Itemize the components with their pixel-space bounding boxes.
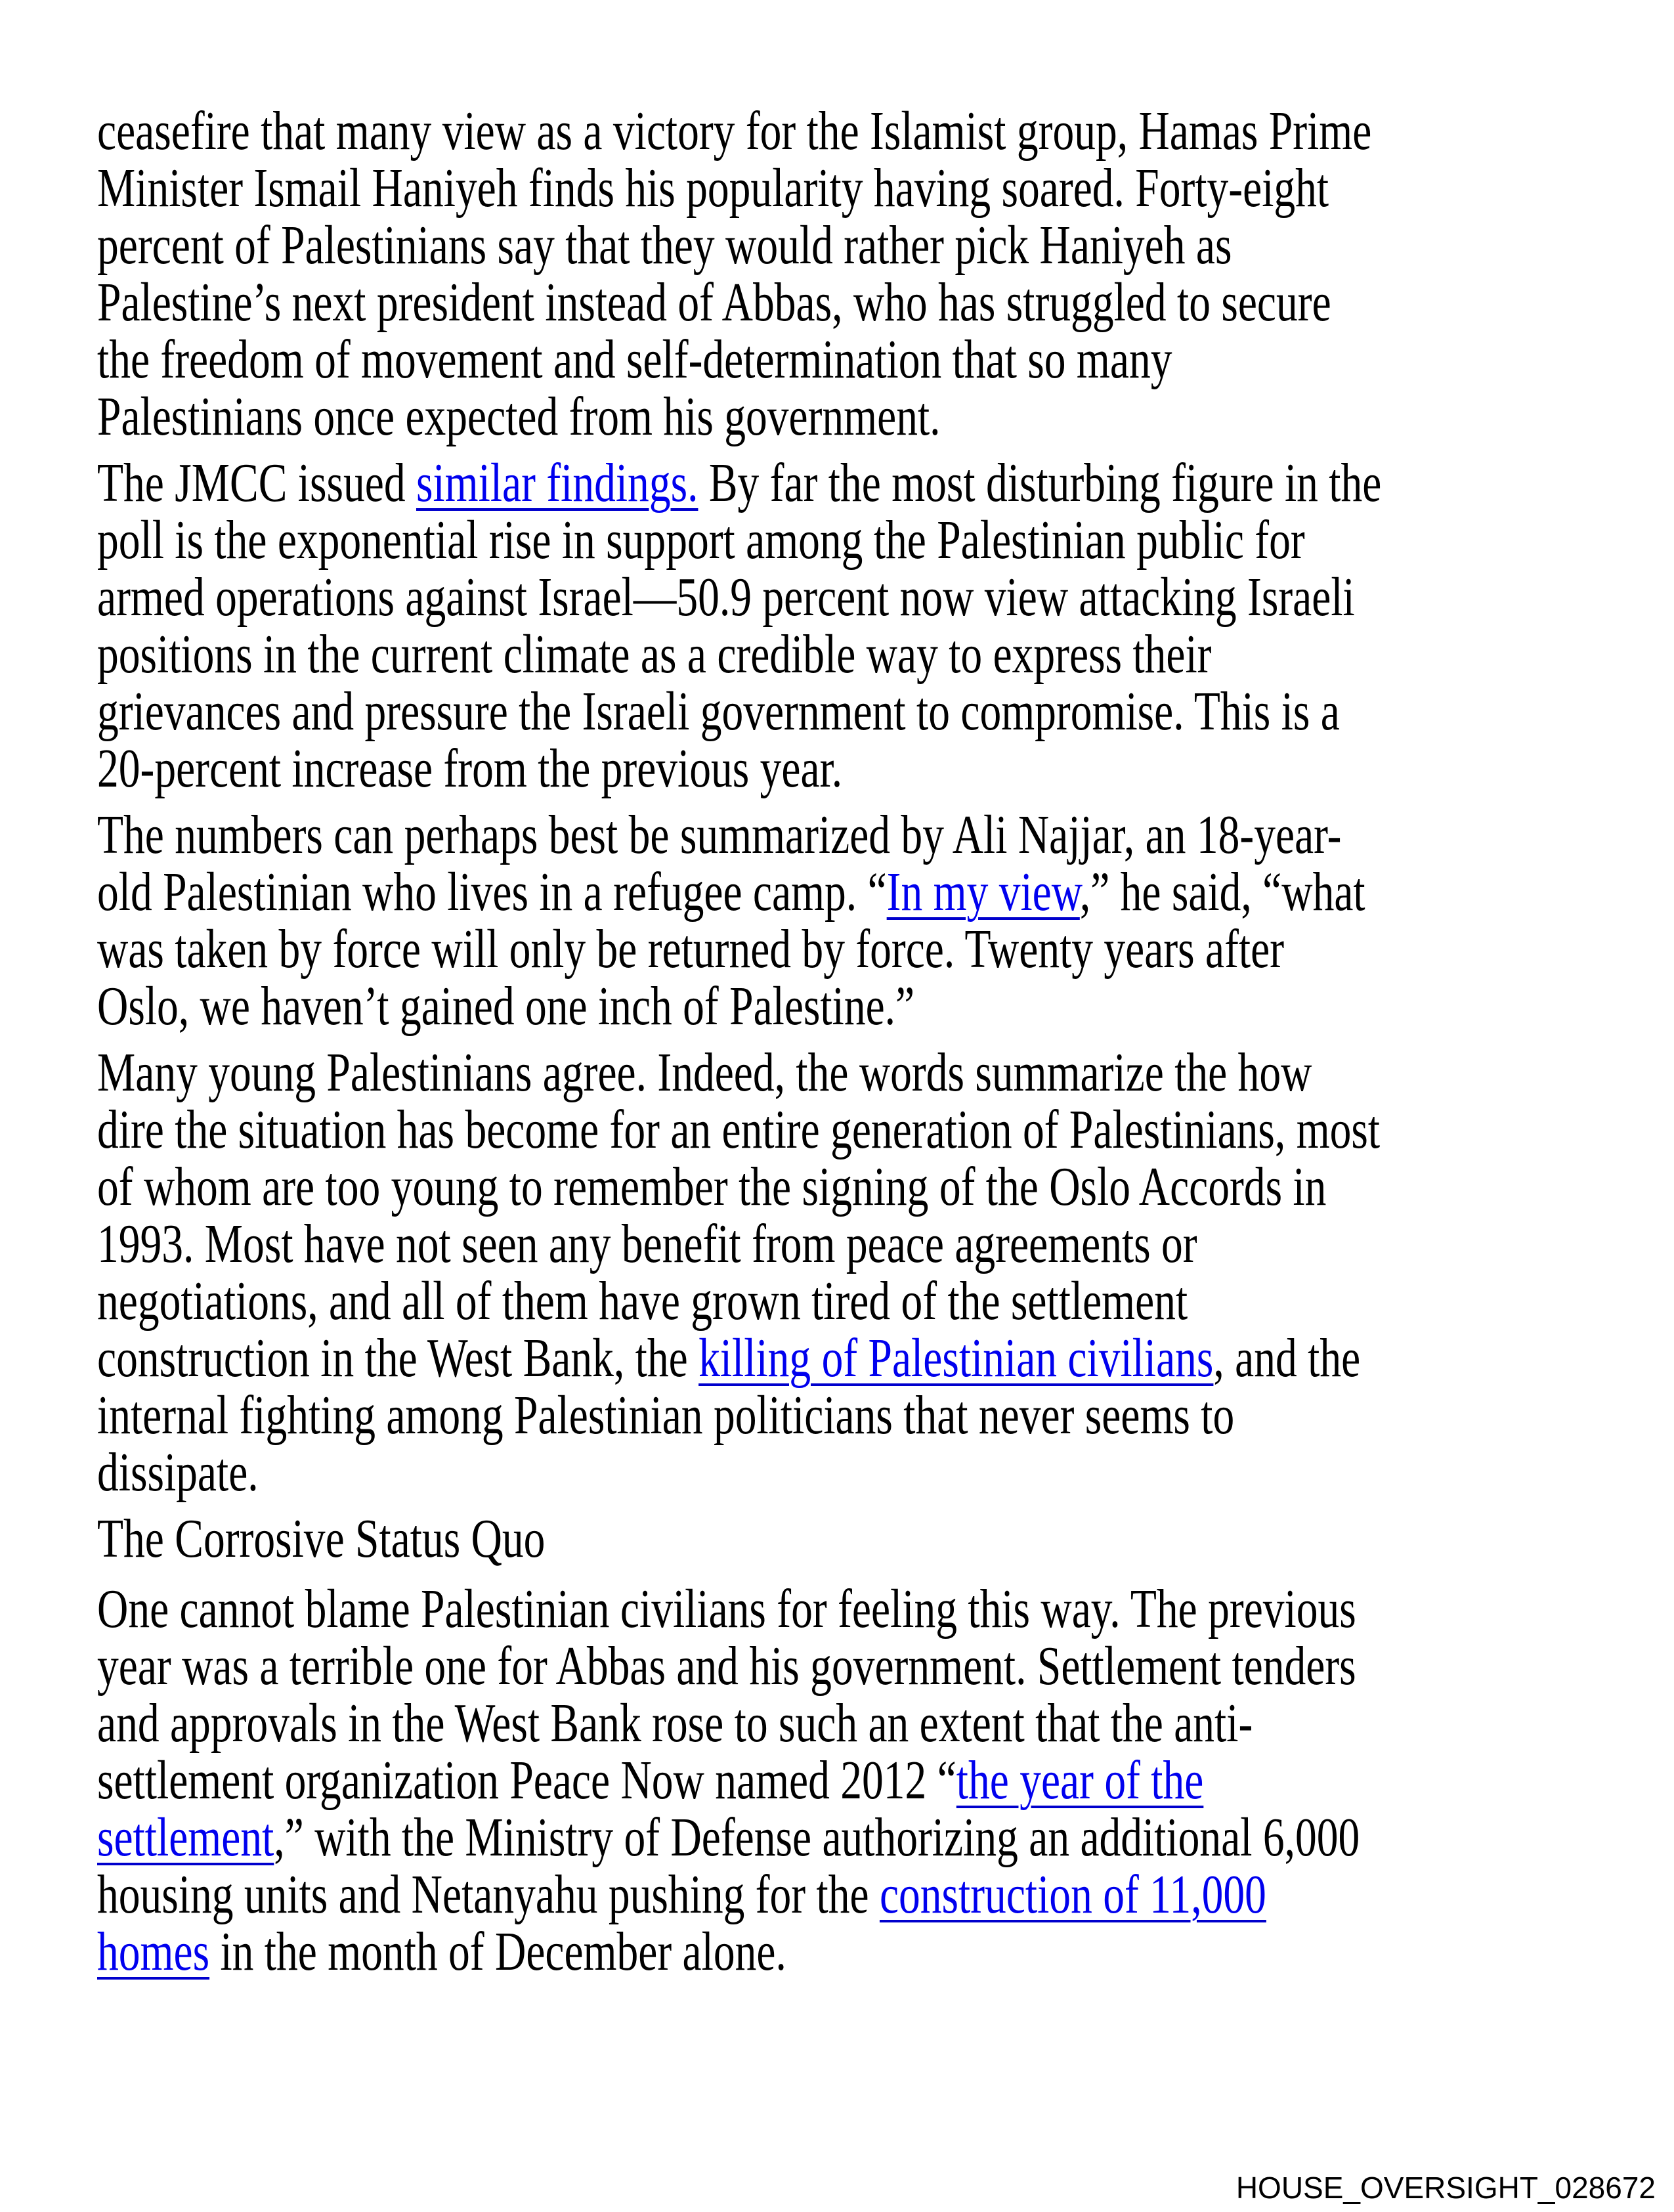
hyperlink[interactable]: similar findings. (416, 452, 698, 513)
paragraph (97, 454, 1633, 797)
text-segment: By far the most disturbing figure in the (698, 452, 1382, 513)
text-segment: The numbers can perhaps best be summarized by Ali Najjar, an 18-year- (97, 804, 1342, 865)
text-line (97, 683, 1633, 740)
text-line (97, 1215, 1633, 1272)
text-segment: the freedom of movement and self-determination that so many (97, 329, 1172, 390)
text-segment: in the month of December alone. (209, 1921, 786, 1982)
text-segment: 20-percent increase from the previous year. (97, 738, 843, 799)
text-segment: The JMCC issued (97, 452, 416, 513)
text-segment: internal fighting among Palestinian politicians that never seems to (97, 1385, 1235, 1446)
text-segment: Many young Palestinians agree. Indeed, the words summarize the how (97, 1042, 1312, 1103)
text-line (97, 217, 1633, 274)
hyperlink[interactable]: the year of the (956, 1750, 1204, 1811)
text-segment: 1993. Most have not seen any benefit from peace agreements or (97, 1213, 1197, 1274)
hyperlink[interactable]: settlement (97, 1807, 274, 1868)
text-line (97, 160, 1633, 217)
text-segment: poll is the exponential rise in support among the Palestinian public for (97, 510, 1305, 571)
text-line (97, 806, 1633, 863)
text-line (97, 511, 1633, 569)
text-segment: positions in the current climate as a credible way to express their (97, 624, 1212, 685)
paragraph (97, 102, 1633, 445)
section-heading (97, 1510, 1633, 1567)
text-line (97, 1510, 1633, 1567)
hyperlink[interactable]: In my view (886, 861, 1080, 922)
text-segment: percent of Palestinians say that they would rather pick Haniyeh as (97, 215, 1232, 276)
text-line (97, 1387, 1633, 1444)
paragraph (97, 1044, 1633, 1501)
text-line (97, 1580, 1633, 1637)
text-line (97, 569, 1633, 626)
text-segment: of whom are too young to remember the signing of the Oslo Accords in (97, 1156, 1327, 1217)
bates-number: HOUSE_OVERSIGHT_028672 (1235, 2171, 1656, 2205)
text-line (97, 863, 1633, 921)
text-segment: ,” he said, “what (1079, 861, 1365, 922)
text-segment: dire the situation has become for an entire generation of Palestinians, most (97, 1099, 1381, 1160)
text-segment: dissipate. (97, 1442, 259, 1503)
text-line (97, 1101, 1633, 1158)
text-line (97, 1272, 1633, 1330)
hyperlink[interactable]: homes (97, 1921, 210, 1982)
text-line (97, 626, 1633, 683)
text-line (97, 1637, 1633, 1695)
text-segment: and approvals in the West Bank rose to such an extent that the anti- (97, 1693, 1253, 1754)
text-segment: grievances and pressure the Israeli government to compromise. This is a (97, 681, 1340, 742)
text-segment: The Corrosive Status Quo (97, 1508, 546, 1569)
text-segment: , and the (1213, 1328, 1361, 1389)
text-line (97, 102, 1633, 160)
text-line (97, 274, 1633, 331)
text-segment: housing units and Netanyahu pushing for the (97, 1864, 880, 1925)
text-segment: year was a terrible one for Abbas and his government. Settlement tenders (97, 1636, 1356, 1697)
text-segment: was taken by force will only be returned by force. Twenty years after (97, 919, 1285, 980)
text-segment: Palestine’s next president instead of Abbas, who has struggled to secure (97, 272, 1331, 333)
text-line (97, 1044, 1633, 1101)
text-line (97, 1158, 1633, 1215)
text-line (97, 454, 1633, 511)
text-line (97, 1444, 1633, 1501)
hyperlink[interactable]: construction of 11,000 (879, 1864, 1266, 1925)
text-segment: Oslo, we haven’t gained one inch of Palestine.” (97, 976, 915, 1037)
hyperlink[interactable]: killing of Palestinian civilians (698, 1328, 1214, 1389)
text-line (97, 388, 1633, 445)
paragraph (97, 806, 1633, 1035)
text-line (97, 921, 1633, 978)
text-line (97, 978, 1633, 1035)
text-segment: ceasefire that many view as a victory for the Islamist group, Hamas Prime (97, 100, 1372, 162)
paragraph (97, 1580, 1633, 1980)
text-segment: construction in the West Bank, the (97, 1328, 699, 1389)
text-segment: One cannot blame Palestinian civilians for feeling this way. The previous (97, 1578, 1356, 1639)
text-line (97, 1330, 1633, 1387)
document-body (97, 102, 1633, 1989)
text-line (97, 740, 1633, 797)
text-segment: armed operations against Israel—50.9 percent now view attacking Israeli (97, 567, 1355, 628)
text-line (97, 1809, 1633, 1866)
text-line (97, 1752, 1633, 1809)
text-segment: ,” with the Ministry of Defense authorizing an additional 6,000 (274, 1807, 1360, 1868)
text-line (97, 331, 1633, 388)
text-segment: Minister Ismail Haniyeh finds his popularity having soared. Forty-eight (97, 158, 1329, 219)
text-segment: negotiations, and all of them have grown tired of the settlement (97, 1270, 1188, 1332)
text-line (97, 1695, 1633, 1752)
text-segment: old Palestinian who lives in a refugee camp. “ (97, 861, 887, 922)
text-segment: Palestinians once expected from his government. (97, 386, 941, 447)
text-segment: settlement organization Peace Now named 2012 “ (97, 1750, 956, 1811)
text-line (97, 1866, 1633, 1923)
text-line (97, 1923, 1633, 1980)
